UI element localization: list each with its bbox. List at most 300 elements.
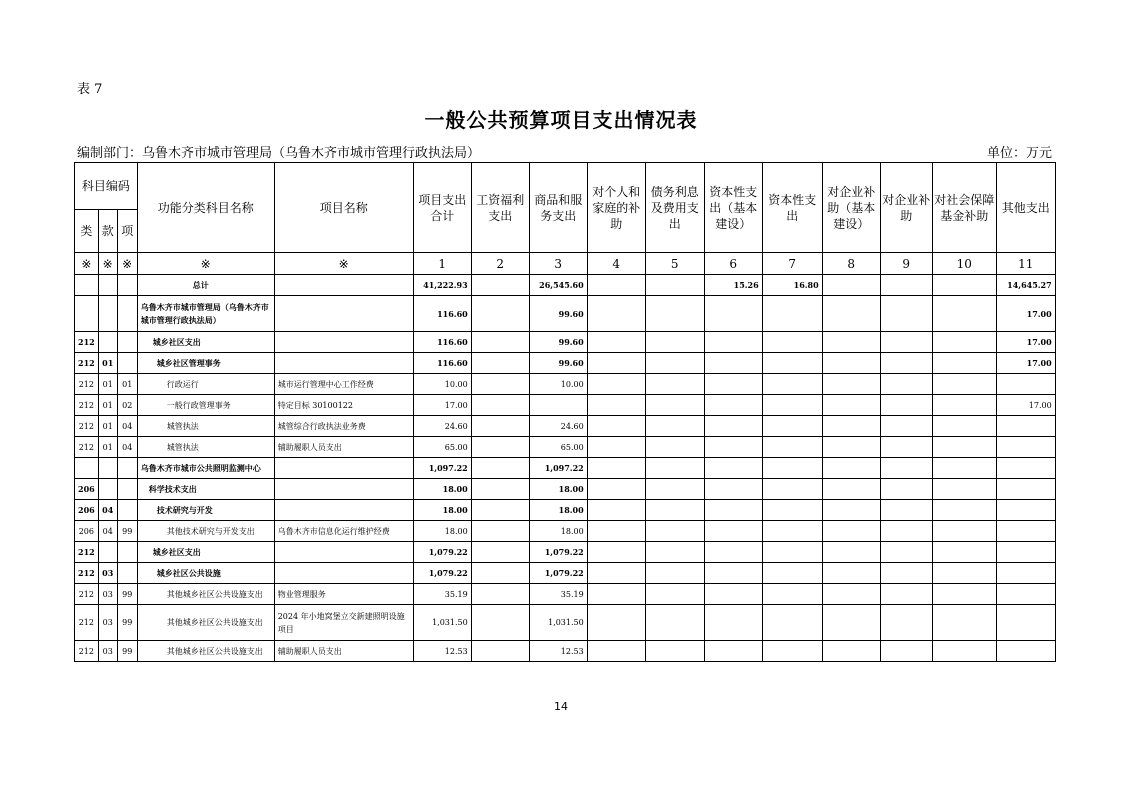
cell-ent-basic [822,605,880,641]
cell-personal [587,353,645,374]
cell-goods: 99.60 [529,332,587,353]
cell-xiang [117,275,137,296]
cell-social [932,500,996,521]
header-personal: 对个人和家庭的补助 [587,163,645,253]
cell-project [274,542,413,563]
cell-cap-basic [704,374,762,395]
cell-kuan: 01 [98,416,117,437]
cell-goods [529,395,587,416]
cell-personal [587,332,645,353]
cell-cap-basic [704,353,762,374]
cell-goods: 26,545.60 [529,275,587,296]
cell-social [932,374,996,395]
cell-other [996,500,1055,521]
cell-project [274,353,413,374]
cell-project [274,479,413,500]
cell-social [932,296,996,332]
cell-cap-basic [704,605,762,641]
cell-cap [762,563,822,584]
cell-salary [471,332,529,353]
cell-salary [471,296,529,332]
cell-cap-basic: 15.26 [704,275,762,296]
cell-cap [762,296,822,332]
cell-debt [645,332,704,353]
cell-personal [587,479,645,500]
cell-xiang: 99 [117,605,137,641]
cell-goods: 18.00 [529,479,587,500]
cell-ent-basic [822,416,880,437]
cell-project: 城管综合行政执法业务费 [274,416,413,437]
cell-total: 116.60 [413,353,471,374]
cell-ent [880,500,932,521]
cell-personal [587,296,645,332]
cell-func: 一般行政管理事务 [137,395,274,416]
cell-cap [762,437,822,458]
col-num: 11 [996,253,1055,275]
cell-ent-basic [822,395,880,416]
cell-kuan [98,332,117,353]
cell-project: 辅助履职人员支出 [274,641,413,662]
cell-goods: 1,079.22 [529,563,587,584]
cell-func: 技术研究与开发 [137,500,274,521]
cell-xiang [117,479,137,500]
cell-debt [645,395,704,416]
cell-total: 35.19 [413,584,471,605]
cell-ent-basic [822,296,880,332]
table-row [75,500,1056,521]
cell-cap [762,542,822,563]
cell-ent-basic [822,437,880,458]
cell-ent [880,479,932,500]
cell-cap [762,584,822,605]
cell-ent-basic [822,542,880,563]
cell-personal [587,437,645,458]
cell-personal [587,584,645,605]
cell-cap [762,374,822,395]
cell-lei: 212 [75,605,99,641]
cell-debt [645,353,704,374]
cell-xiang [117,542,137,563]
cell-total: 10.00 [413,374,471,395]
cell-lei: 212 [75,395,99,416]
cell-func: 城管执法 [137,437,274,458]
cell-other [996,521,1055,542]
cell-func: 其他城乡社区公共设施支出 [137,605,274,641]
cell-project [274,275,413,296]
cell-salary [471,500,529,521]
cell-ent [880,605,932,641]
page-number: 14 [554,700,568,713]
cell-debt [645,437,704,458]
cell-cap [762,332,822,353]
cell-social [932,353,996,374]
cell-lei: 212 [75,437,99,458]
cell-ent-basic [822,584,880,605]
cell-cap [762,353,822,374]
cell-xiang [117,500,137,521]
cell-kuan [98,458,117,479]
cell-salary [471,374,529,395]
cell-goods: 35.19 [529,584,587,605]
cell-cap [762,641,822,662]
cell-total: 41,222.93 [413,275,471,296]
cell-cap-basic [704,521,762,542]
cell-debt [645,500,704,521]
cell-total: 1,079.22 [413,542,471,563]
cell-cap-basic [704,542,762,563]
cell-salary [471,521,529,542]
cell-cap-basic [704,479,762,500]
cell-salary [471,605,529,641]
cell-salary [471,563,529,584]
header-func-name: 功能分类科目名称 [137,163,274,253]
cell-project: 物业管理服务 [274,584,413,605]
cell-func: 总计 [137,275,274,296]
cell-cap-basic [704,416,762,437]
cell-ent-basic [822,500,880,521]
cell-other [996,584,1055,605]
table-row [75,275,1056,296]
cell-total: 1,097.22 [413,458,471,479]
cell-xiang: 99 [117,641,137,662]
cell-func: 城乡社区支出 [137,542,274,563]
cell-social [932,542,996,563]
cell-ent [880,374,932,395]
cell-project [274,332,413,353]
cell-cap: 16.80 [762,275,822,296]
header-code-group: 科目编码 [75,163,138,210]
cell-debt [645,296,704,332]
cell-cap-basic [704,563,762,584]
header-capital-basic: 资本性支出（基本建设） [704,163,762,253]
cell-total: 12.53 [413,641,471,662]
cell-debt [645,275,704,296]
cell-ent [880,395,932,416]
cell-xiang [117,563,137,584]
col-num: ※ [98,253,117,275]
cell-project: 2024 年小地窝堡立交新建照明设施项目 [274,605,413,641]
cell-cap-basic [704,641,762,662]
table-row [75,563,1056,584]
cell-ent [880,416,932,437]
cell-debt [645,374,704,395]
cell-xiang [117,296,137,332]
cell-goods: 1,079.22 [529,542,587,563]
cell-other: 17.00 [996,296,1055,332]
expenditure-table [74,162,1056,662]
cell-ent-basic [822,275,880,296]
cell-goods: 1,097.22 [529,458,587,479]
cell-cap [762,479,822,500]
cell-salary [471,584,529,605]
cell-cap [762,416,822,437]
cell-lei [75,458,99,479]
col-num: 4 [587,253,645,275]
cell-ent-basic [822,479,880,500]
header-enterprise: 对企业补助 [880,163,932,253]
cell-func: 乌鲁木齐市城市管理局（乌鲁木齐市城市管理行政执法局） [137,296,274,332]
cell-total: 1,079.22 [413,563,471,584]
cell-cap-basic [704,332,762,353]
cell-kuan: 01 [98,374,117,395]
cell-kuan [98,479,117,500]
cell-cap-basic [704,584,762,605]
cell-salary [471,641,529,662]
table-row [75,584,1056,605]
col-num: 2 [471,253,529,275]
cell-social [932,437,996,458]
table-row [75,542,1056,563]
cell-total: 1,031.50 [413,605,471,641]
cell-ent [880,296,932,332]
cell-personal [587,563,645,584]
cell-ent [880,521,932,542]
cell-ent-basic [822,563,880,584]
header-capital: 资本性支出 [762,163,822,253]
cell-goods: 99.60 [529,296,587,332]
cell-cap [762,605,822,641]
cell-ent [880,332,932,353]
cell-debt [645,521,704,542]
col-num: ※ [274,253,413,275]
cell-kuan: 03 [98,605,117,641]
col-num: 8 [822,253,880,275]
cell-social [932,395,996,416]
cell-xiang: 01 [117,374,137,395]
header-goods: 商品和服务支出 [529,163,587,253]
cell-kuan: 04 [98,521,117,542]
page-title: 一般公共预算项目支出情况表 [424,108,698,132]
col-num: 3 [529,253,587,275]
cell-lei: 212 [75,332,99,353]
cell-cap-basic [704,395,762,416]
cell-salary [471,479,529,500]
header-salary: 工资福利支出 [471,163,529,253]
cell-ent [880,641,932,662]
cell-project: 城市运行管理中心工作经费 [274,374,413,395]
cell-ent-basic [822,332,880,353]
cell-ent [880,584,932,605]
cell-xiang: 02 [117,395,137,416]
cell-lei: 212 [75,641,99,662]
cell-personal [587,275,645,296]
cell-social [932,605,996,641]
col-num: 9 [880,253,932,275]
cell-personal [587,605,645,641]
cell-lei: 212 [75,374,99,395]
cell-goods: 10.00 [529,374,587,395]
table-row [75,521,1056,542]
cell-xiang: 99 [117,584,137,605]
cell-kuan [98,542,117,563]
cell-xiang [117,458,137,479]
cell-lei: 206 [75,479,99,500]
cell-personal [587,458,645,479]
table-row [75,395,1056,416]
cell-other [996,641,1055,662]
cell-kuan: 01 [98,437,117,458]
col-num: 5 [645,253,704,275]
cell-total: 18.00 [413,479,471,500]
col-num: 1 [413,253,471,275]
cell-total: 18.00 [413,500,471,521]
cell-ent-basic [822,458,880,479]
cell-ent [880,275,932,296]
cell-other [996,437,1055,458]
cell-lei: 206 [75,521,99,542]
department-label: 编制部门：乌鲁木齐市城市管理局（乌鲁木齐市城市管理行政执法局） [77,146,481,161]
cell-goods: 65.00 [529,437,587,458]
cell-func: 城乡社区支出 [137,332,274,353]
table-row [75,458,1056,479]
table-row [75,416,1056,437]
cell-cap-basic [704,458,762,479]
cell-social [932,416,996,437]
header-debt: 债务利息及费用支出 [645,163,704,253]
cell-ent-basic [822,521,880,542]
cell-debt [645,563,704,584]
cell-other [996,479,1055,500]
header-xiang: 项 [117,210,137,253]
cell-goods: 1,031.50 [529,605,587,641]
cell-other [996,374,1055,395]
cell-ent [880,437,932,458]
cell-ent [880,458,932,479]
header-lei: 类 [75,210,99,253]
cell-lei: 212 [75,584,99,605]
cell-other: 17.00 [996,395,1055,416]
cell-lei: 206 [75,500,99,521]
cell-lei [75,275,99,296]
cell-lei: 212 [75,416,99,437]
cell-func: 城管执法 [137,416,274,437]
col-num: 6 [704,253,762,275]
column-number-row [75,253,1056,275]
cell-social [932,275,996,296]
cell-project [274,563,413,584]
table-row [75,353,1056,374]
cell-lei: 212 [75,542,99,563]
cell-debt [645,479,704,500]
cell-project [274,500,413,521]
cell-social [932,563,996,584]
cell-lei: 212 [75,563,99,584]
cell-func: 行政运行 [137,374,274,395]
col-num: 7 [762,253,822,275]
cell-func: 乌鲁木齐市城市公共照明监测中心 [137,458,274,479]
cell-other: 14,645.27 [996,275,1055,296]
cell-total: 17.00 [413,395,471,416]
table-label: 表 7 [77,82,103,97]
cell-personal [587,500,645,521]
cell-total: 18.00 [413,521,471,542]
col-num: ※ [117,253,137,275]
col-num: ※ [75,253,99,275]
cell-cap [762,395,822,416]
cell-total: 116.60 [413,332,471,353]
cell-ent [880,353,932,374]
cell-func: 城乡社区管理事务 [137,353,274,374]
cell-kuan: 03 [98,563,117,584]
cell-personal [587,521,645,542]
cell-goods: 24.60 [529,416,587,437]
header-total: 项目支出合计 [413,163,471,253]
cell-goods: 12.53 [529,641,587,662]
cell-salary [471,275,529,296]
cell-kuan: 03 [98,584,117,605]
cell-func: 城乡社区公共设施 [137,563,274,584]
table-row [75,332,1056,353]
cell-personal [587,641,645,662]
table-row [75,605,1056,641]
cell-other [996,458,1055,479]
cell-debt [645,641,704,662]
cell-social [932,521,996,542]
unit-label: 单位：万元 [986,146,1052,161]
cell-kuan [98,296,117,332]
cell-debt [645,458,704,479]
cell-salary [471,416,529,437]
cell-debt [645,605,704,641]
cell-salary [471,395,529,416]
cell-ent [880,542,932,563]
cell-cap [762,458,822,479]
cell-lei [75,296,99,332]
header-other: 其他支出 [996,163,1055,253]
cell-salary [471,458,529,479]
header-kuan: 款 [98,210,117,253]
cell-total: 65.00 [413,437,471,458]
cell-func: 科学技术支出 [137,479,274,500]
cell-project [274,458,413,479]
cell-func: 其他城乡社区公共设施支出 [137,584,274,605]
cell-social [932,458,996,479]
cell-social [932,584,996,605]
cell-ent-basic [822,353,880,374]
cell-goods: 18.00 [529,521,587,542]
cell-debt [645,584,704,605]
cell-social [932,479,996,500]
cell-ent-basic [822,374,880,395]
cell-kuan: 01 [98,353,117,374]
table-row [75,641,1056,662]
cell-project: 特定目标 30100122 [274,395,413,416]
cell-project: 乌鲁木齐市信息化运行维护经费 [274,521,413,542]
cell-personal [587,395,645,416]
cell-other [996,605,1055,641]
cell-kuan: 03 [98,641,117,662]
cell-ent [880,563,932,584]
cell-xiang: 99 [117,521,137,542]
cell-salary [471,353,529,374]
header-enterprise-basic: 对企业补助（基本建设） [822,163,880,253]
cell-ent-basic [822,641,880,662]
cell-xiang: 04 [117,416,137,437]
cell-salary [471,542,529,563]
cell-personal [587,416,645,437]
cell-debt [645,542,704,563]
cell-kuan: 01 [98,395,117,416]
header-project-name: 项目名称 [274,163,413,253]
cell-xiang: 04 [117,437,137,458]
cell-project [274,296,413,332]
cell-kuan: 04 [98,500,117,521]
table-row [75,479,1056,500]
col-num: 10 [932,253,996,275]
cell-cap [762,521,822,542]
cell-personal [587,374,645,395]
cell-other [996,416,1055,437]
